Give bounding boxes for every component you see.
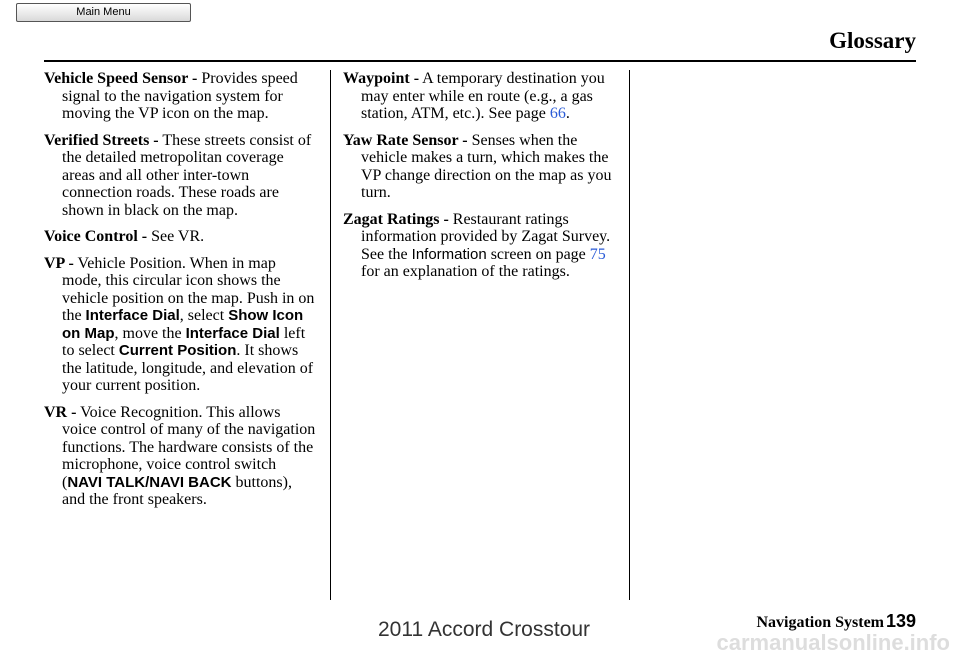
entry-yaw-rate-sensor: [343, 132, 615, 202]
definition: Provides speed signal to the navigation system for moving the VP icon on the map.: [62, 70, 298, 122]
term: Zagat Ratings -: [343, 210, 449, 228]
page-title: Glossary: [829, 28, 916, 53]
page-link-66[interactable]: 66: [549, 105, 566, 122]
ui-label-interface-dial: Interface Dial: [185, 324, 280, 342]
column-divider-left: [330, 70, 331, 600]
term: Vehicle Speed Sensor -: [44, 70, 198, 87]
ui-label-information: Information: [411, 245, 487, 263]
definition: Senses when the vehicle makes a turn, which makes the VP change direction on the map as you turn.: [361, 131, 612, 201]
ui-label-navi-talk-back: NAVI TALK/NAVI BACK: [67, 473, 232, 491]
definition: Vehicle Position. When in map mode, this circular icon shows the vehicle position on the map. Push in on the: [62, 254, 315, 324]
ui-label-interface-dial: Interface Dial: [85, 307, 180, 324]
definition: left to select: [62, 324, 306, 359]
definition: screen on page: [486, 245, 590, 263]
title-rule: [44, 60, 916, 62]
definition: .: [565, 105, 570, 122]
term: VR -: [44, 403, 77, 421]
term: VP -: [44, 254, 74, 272]
term: Voice Control -: [44, 228, 148, 245]
definition: . It shows the latitude, longitude, and elevation of your current position.: [62, 342, 314, 394]
ui-label-show-icon-on-map: Show Icon on Map: [62, 307, 304, 342]
entry-vehicle-speed-sensor: [44, 70, 316, 123]
term: Waypoint -: [343, 70, 420, 87]
entry-zagat-ratings: [343, 211, 615, 281]
definition: See VR.: [147, 228, 205, 245]
definition: , move the: [114, 324, 186, 342]
main-menu-button[interactable]: Main Menu: [16, 3, 191, 22]
definition: for an explanation of the ratings.: [361, 263, 570, 280]
definition: buttons), and the front speakers.: [62, 473, 292, 508]
definition: Voice Recognition. This allows voice control of many of the navigation functions. The hardware consists of the microphone, voice control switch (: [62, 403, 316, 491]
right-column: [343, 70, 615, 290]
definition: A temporary destination you may enter while en route (e.g., a gas station, ATM, etc.). See page: [361, 70, 605, 122]
watermark: 2011 Accord Crosstour: [378, 618, 591, 641]
page-link-75[interactable]: 75: [589, 245, 606, 263]
left-column: [44, 70, 316, 518]
definition: , select: [179, 307, 229, 324]
entry-verified-streets: [44, 132, 316, 220]
term: Verified Streets -: [44, 131, 159, 149]
ui-label-current-position: Current Position: [118, 342, 237, 359]
term: Yaw Rate Sensor -: [343, 131, 468, 149]
definition: Restaurant ratings information provided by Zagat Survey. See the: [361, 210, 611, 263]
entry-waypoint: [343, 70, 615, 123]
footer-nav-label: Navigation System: [756, 614, 884, 631]
page-number: 139: [885, 611, 916, 631]
entry-vr: [44, 404, 316, 509]
column-divider-right: [629, 70, 630, 600]
site-watermark: carmanualsonline.info: [716, 630, 950, 655]
entry-vp: [44, 255, 316, 395]
entry-voice-control: [44, 228, 316, 246]
definition: These streets consist of the detailed metropolitan coverage areas and all other inter-town connection roads. These roads are shown in black on the map.: [62, 131, 312, 219]
